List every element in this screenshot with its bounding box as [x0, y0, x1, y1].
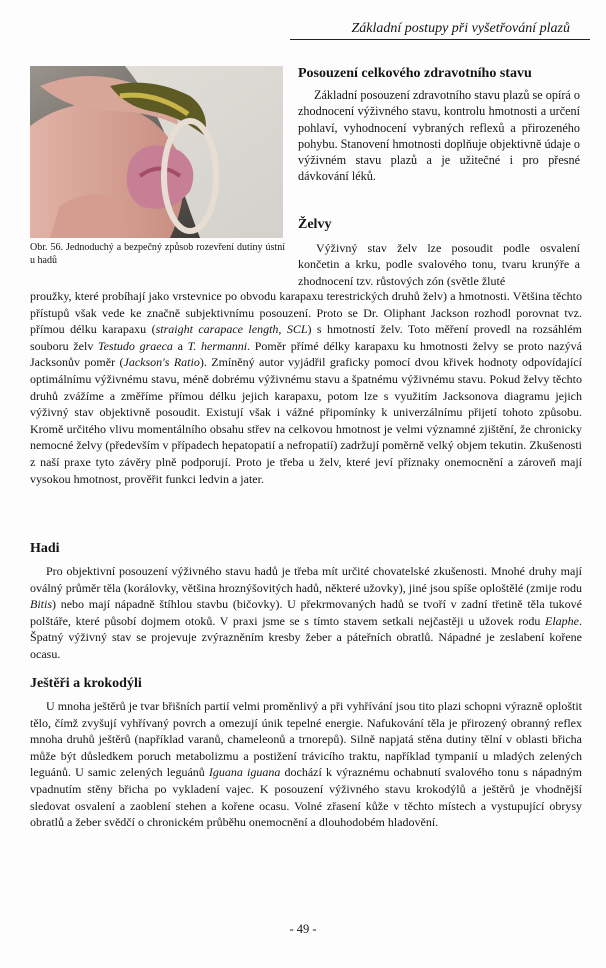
paragraph-snakes: Pro objektivní posouzení výživného stavu hadů je třeba mít určité chovatelské zkušenosti. Mnohé druhy mají oválný průměr těla (korálovky, většina hroznýšovitých hadů, některé užovky), jiné jsou spíše oploštělé (zmije rodu Bitis) nebo mají nápadně štíhlou stavbu (bičovky). U překrmovaných hadů se tvoří v zadní třetině těla tukové polštáře, které působí dojmem otoků. V praxi jsme se s tímto stavem setkali nejčastěji u užovek rodu Elaphe. Špatný výživný stav se projevuje zvýrazněním kresby žeber a páteřních obratlů. Nápadné je zeslabení kořene ocasu. [30, 564, 582, 661]
snake-photo [30, 66, 283, 238]
term-scl: straight carapace length, SCL [155, 322, 308, 337]
section-title-snakes: Hadi [30, 541, 60, 556]
header-rule [290, 39, 590, 40]
running-header [290, 20, 590, 38]
species-name: T. hermanni [187, 338, 248, 353]
species-name: Testudo graeca [98, 338, 173, 353]
section-title-overall: Posouzení celkového zdravotního stavu [298, 66, 532, 81]
paragraph-turtles-lead: Výživný stav želv lze posoudit podle osvalení končetin a krku, podle svalového tonu, tvaru krunýře a zhodnocení tzv. růstových zón (světle žluté [298, 241, 580, 288]
running-title: Základní postupy při vyšetřování plazů [351, 21, 570, 36]
paragraph-turtles-rest: proužky, které probíhají jako vrstevnice po obvodu karapaxu terestrických druhů želv) a hmotnosti. Většina těchto přístupů však vede ke značně subjektivnímu posouzení. Proto se Dr. Oliphant Jackson rozhodl porovnat tvz. přímou délku karapaxu (straight carapace length, SCL) s hmotností želv. Toto měření provedl na rozsáhlém souboru želv Testudo graeca a T. hermanni. Poměr přímé délky karapaxu ku hmotnosti želvy se proto nazývá Jacksonův poměr (Jackson's Ratio). Zmíněný autor vyjádřil graficky pomocí dvou křivek hodnoty odpovídající optimálnímu výživnému stavu, méně dobrému výživnému stavu a špatnému výživnému stavu. Pokud želvy těchto druhů zvážíme a změříme přímou délku jejich karapaxu, potom lze s využitím Jacksonova diagramu jejich výživný stav objektivně posoudit. Existují však i vážné připomínky k univerzálnímu přijetí tohoto způsobu. Kromě určitého vlivu momentálního obsahu střev na celkovou hmotnost je velmi významné zjištění, že chronicky nemocné želvy (především v případech hepatopatií a nefropatií) zadržují poměrně velký objem tekutin. Zkušenosti z naší praxe tyto závěry plně podporují. Proto je třeba u želv, které jeví příznaky onemocnění a zároveň mají vysokou hmotnost, prověřit funkci ledvin a jater. [30, 289, 582, 486]
section-title-lizards: Ještěři a krokodýli [30, 676, 142, 691]
paragraph-overall: Základní posouzení zdravotního stavu plazů se opírá o zhodnocení výživného stavu, kontrolu hmotnosti a určení pohlaví, vyhodnocení vybraných reflexů a přirozeného pohybu. Stanovení hmotnosti doplňuje objektivně údaje o výživném stavu plazů a je užitečné i pro přesné dávkování léků. [298, 88, 580, 184]
genus-name: Bitis [30, 597, 53, 612]
figure-caption: Obr. 56. Jednoduchý a bezpečný způsob rozevření dutiny ústní u hadů [30, 242, 285, 266]
species-name: Iguana iguana [208, 765, 281, 780]
genus-name: Elaphe [545, 613, 579, 628]
section-title-turtles: Želvy [298, 217, 332, 232]
paragraph-lizards: U mnoha ještěrů je tvar břišních partií velmi proměnlivý a při vyhřívání jsou tito plazi schopni výrazně oploštit tělo, čímž zvyšují vyhřívaný povrch a omezují únik tepelné energie. Nafukování těla je přirozený obranný reflex mnoha druhů ještěrů (například varanů, chameleonů a trnorepů). Silně napjatá stěna dutiny tělní v oblasti břicha může být důsledkem poruch metabolizmu a postižení trávicího traktu, například tympanií u mladých zelených leguánů. U samic zelených leguánů Iguana iguana dochází k výraznému ochabnutí svalového tonu s nápadným vpadnutím stěny břicha po vykladení vajec. K posouzení výživného stavu krokodýlů a ještěrů je vhodnější sledovat osvalení a zaoblení stehen a kořene ocasu. Volné zřasení kůže v těchto místech a vystupující obrysy obratlů a žeber svědčí o chronickém průběhu onemocnění a dlouhodobém hladovění. [30, 699, 582, 830]
snake-mouth-illustration [30, 66, 283, 238]
page-number: - 49 - [289, 922, 317, 936]
term-jacksons-ratio: Jackson's Ratio [123, 355, 200, 370]
